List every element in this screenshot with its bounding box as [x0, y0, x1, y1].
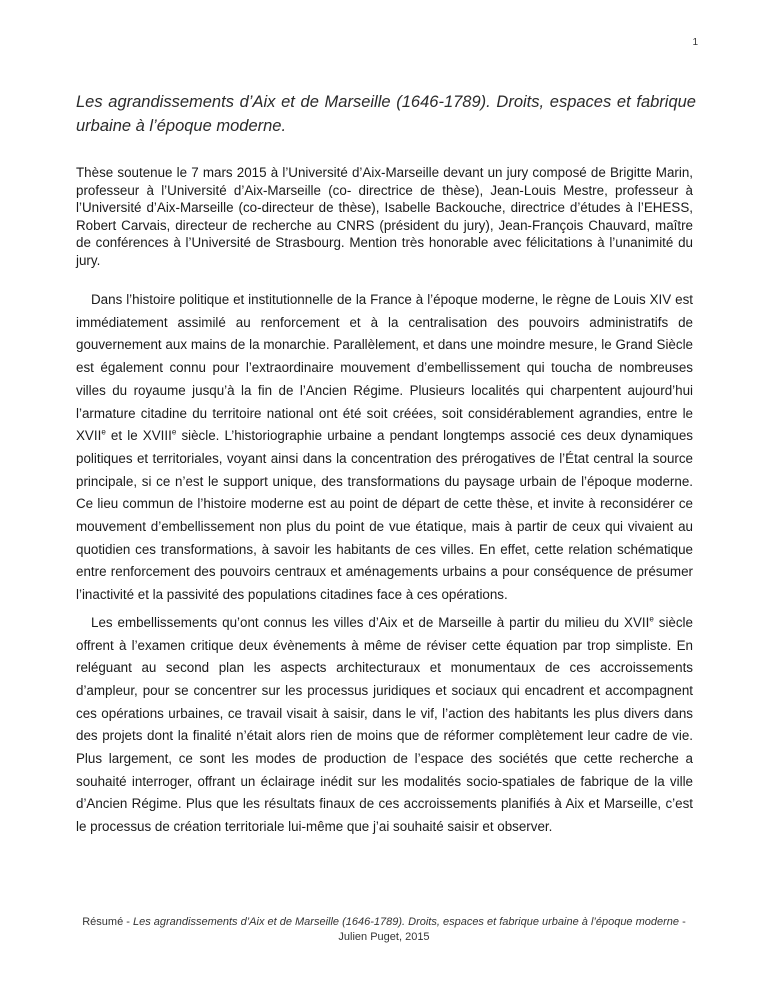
- superscript-e: e: [171, 427, 177, 437]
- abstract-body: [76, 289, 693, 844]
- paragraph-2-text-b: siècle offrent à l’examen critique deux évènements à même de réviser cette équation par trop simpliste. En reléguant au second plan les aspects architecturaux et monumentaux de ces accroissements d’ampleur, pour se concentrer sur les processus juridiques et sociaux qui encadrent et accompagnent ces opérations urbaines, ce travail visait à saisir, dans le vif, l’action des habitants les plus divers dans des projets dont la finalité n’était alors rien de moins que de réformer complètement leur cadre de vie. Plus largement, ce sont les modes de production de l’espace des sociétés que cette recherche a souhaité interroger, offrant un éclairage inédit sur les modalités socio-spatiales de fabrique de la ville d’Ancien Régime. Plus que les résultats finaux de ces accroissements planifiés à Aix et Marseille, c’est le processus de création territoriale lui-même que j’ai souhaité saisir et observer.: [76, 614, 693, 835]
- paragraph-1-text-b: et le XVIII: [105, 428, 172, 444]
- abstract-paragraph-2: [76, 612, 693, 839]
- superscript-e: e: [101, 427, 106, 437]
- paragraph-2-text-a: Les embellissements qu’ont connus les villes d’Aix et de Marseille à partir du milieu du XVII: [91, 614, 650, 630]
- paragraph-1-text-c: siècle. L’historiographie urbaine a pendant longtemps associé ces deux dynamiques politiques et territoriales, voyant ainsi dans la concentration des prérogatives de l’État central la source principale, si ce n’est le support unique, des transformations du paysage urbain de l’époque moderne. Ce lieu commun de l’histoire moderne est au point de départ de cette thèse, et invite à reconsidérer ce mouvement d’embellissement non plus du point de vue étatique, mais à partir de ceux qui vivaient au quotidien ces transformations, à savoir les habitants de ces villes. En effet, cette relation schématique entre renforcement des pouvoirs centraux et aménagements urbains a pour conséquence de présumer l’inactivité et la passivité des populations citadines face à ces opérations.: [76, 428, 693, 603]
- thesis-defense-info: Thèse soutenue le 7 mars 2015 à l’Université d’Aix-Marseille devant un jury composé de Brigitte Marin, professeur à l’Université d’Aix-Marseille (co- directrice de thèse), Jean-Louis Mestre, professeur à l’Université d’Aix-Marseille (co-directeur de thèse), Isabelle Backouche, directrice d’études à l’EHESS, Robert Carvais, directeur de recherche au CNRS (président du jury), Jean-François Chauvard, maître de conférences à l’Université de Strasbourg. Mention très honorable avec félicitations à l’unanimité du jury.: [76, 165, 693, 268]
- footer-title: Les agrandissements d’Aix et de Marseille (1646-1789). Droits, espaces et fabrique urbaine à l’époque moderne: [132, 916, 680, 928]
- footer-author-year: - Julien Puget, 2015: [338, 916, 686, 943]
- document-title: Les agrandissements d’Aix et de Marseille (1646-1789). Droits, espaces et fabrique urbaine à l’époque moderne.: [76, 93, 696, 135]
- page-footer: [80, 915, 688, 945]
- superscript-e: e: [649, 614, 654, 624]
- page-number: 1: [692, 37, 698, 48]
- paragraph-1-text-a: Dans l’histoire politique et institutionnelle de la France à l’époque moderne, le règne de Louis XIV est immédiatement assimilé au renforcement et à la centralisation des pouvoirs administratifs de gouvernement aux mains de la monarchie. Parallèlement, et dans une moindre mesure, le Grand Siècle est également connu pour l’extraordinaire mouvement d’embellissement qui toucha de nombreuses villes du royaume jusqu’à la fin de l’Ancien Régime. Plusieurs localités qui charpentent aujourd’hui l’armature citadine du territoire national ont été soit créées, soit considérablement agrandies, entre le XVII: [76, 292, 693, 444]
- abstract-paragraph-1: [76, 289, 693, 607]
- footer-prefix: Résumé -: [82, 916, 133, 928]
